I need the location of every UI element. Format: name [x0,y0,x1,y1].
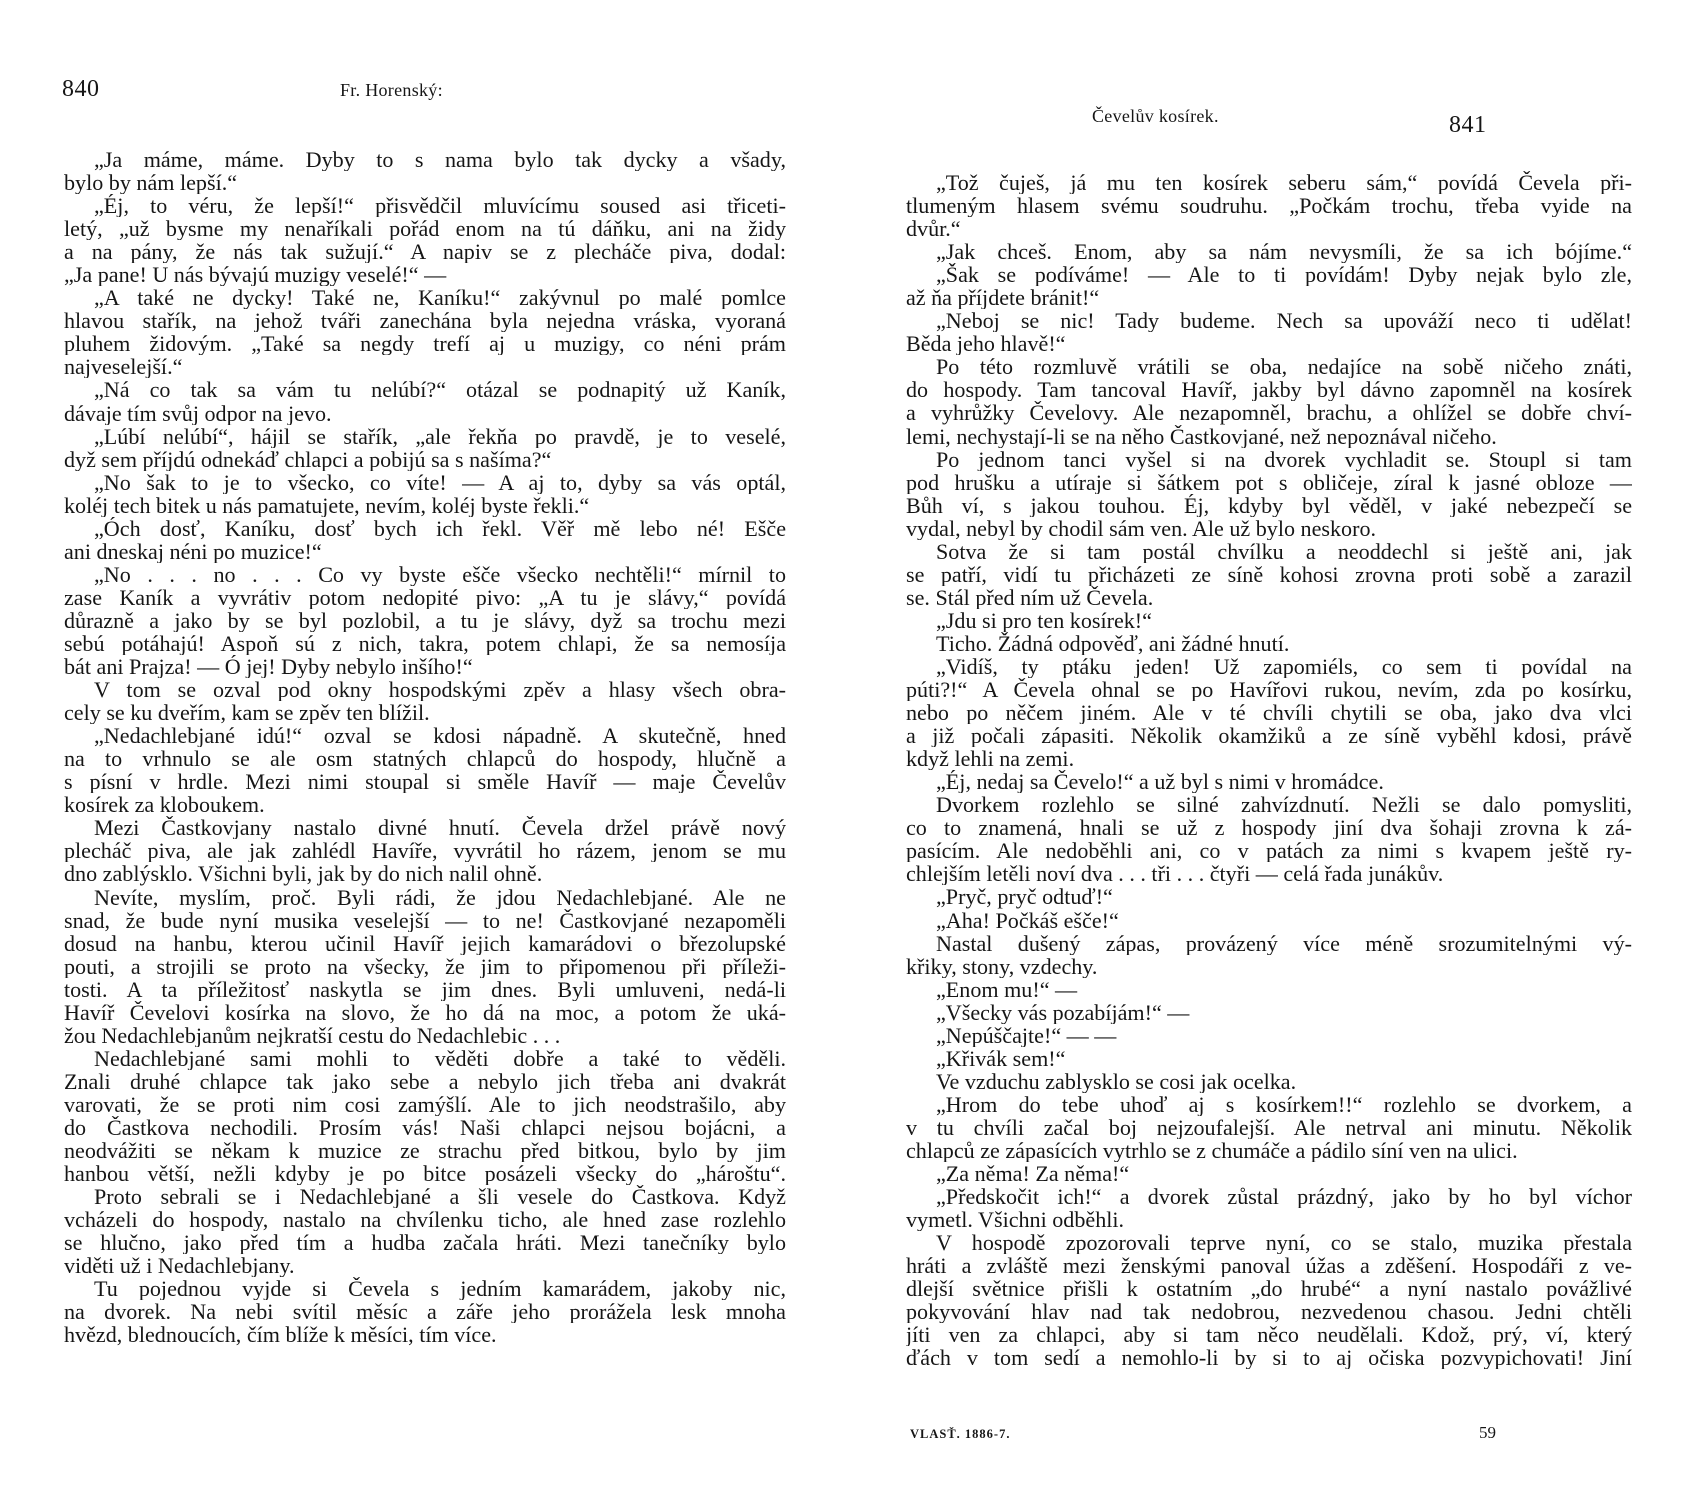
text-line: koléj tech bitek u nás pamatujete, nevím, koléj byste řekli.“ [64,493,590,517]
text-line: Ve vzduchu zablysklo se cosi jak ocelka. [936,1069,1297,1093]
text-line: „Vidíš, ty ptáku jeden! Už zapomiéls, co sem ti povídal na [936,654,1632,679]
text-line: „Ja pane! U nás bývajú muzigy veselé!“ — [64,263,447,287]
text-line: Po jednom tanci vyšel si na dvorek vychladit se. Stoupl si tam [936,447,1632,471]
text-line: Ticho. Žádná odpověď, ani žádné hnutí. [936,631,1290,655]
text-line: ďách v tom sedí a nemohlo-li by si to aj očiska pozvypichovati! Jiní [906,1346,1632,1370]
text-line: „Ja máme, máme. Dyby to s nama bylo tak dycky a všady, [94,148,786,172]
text-line: vcházeli do hospody, nastalo na chvílenku ticho, ale hned zase rozlehlo [64,1208,786,1232]
text-line: viděti už i Nedachlebjany. [64,1254,295,1278]
text-line: Tu pojednou vyjde si Čevela s jedním kamarádem, jakoby nic, [94,1277,786,1301]
text-line: „Éj, nedaj sa Čevelo!“ a už byl s nimi v hromádce. [936,770,1384,794]
text-line: letý, „už bysme my nenaříkali pořád enom na tú dáňku, ani na židy [64,217,786,241]
text-line: na dvorek. Na nebi svítil měsíc a záře jeho prorážela lesk mnoha [64,1300,786,1324]
text-line: púti?!“ A Čevela ohnal se po Havířovi rukou, nevím, zda po kosírku, [906,678,1632,702]
text-line: Sotva že si tam postál chvílku a neoddechl si ještě ani, jak [936,539,1632,563]
text-line: „Ná co tak sa vám tu nelúbí?“ otázal se podnapitý už Kaník, [94,378,786,402]
text-line: „Všecky vás pozabíjám!“ — [936,1000,1190,1024]
text-line: a na pány, že nás tak sužují.“ A napiv se z plecháče piva, dodal: [64,240,786,264]
text-line: se patří, vidí tu přicházeti ze síně kohosi zrovna proti sobě a zarazil [906,562,1632,586]
text-line: zase Kaník a vyvrátiv potom nedopité pivo: „A tu je slávy,“ povídá [64,585,786,609]
text-line: „Nepúščajte!“ — — [936,1023,1117,1047]
right-page [842,0,1684,1501]
text-line: lemi, nechystají-li se na něho Častkovjané, než nepoznával ničeho. [906,424,1497,448]
text-line: pod hrušku a utíraje si šátkem pot s obličeje, zíral k jasné obloze — [906,470,1632,494]
text-line: sebú potáhajú! Aspoň sú z nich, takra, potem chlapi, že sa nemosíja [64,631,786,656]
text-line: hanbou větší, nežli kdyby je po bitce posázeli všecky do „hároštu“. [64,1162,786,1186]
text-line: pouti, a strojili se proto na všecky, že jim to připomenou při příleži- [64,954,786,978]
text-line: „A také ne dycky! Také ne, Kaníku!“ zakývnul po malé pomlce [94,286,786,310]
text-line: „Aha! Počkáš ešče!“ [936,908,1119,932]
text-line: dyž sem příjdú odnekáď chlapci a pobijú sa s našíma?“ [64,447,552,471]
text-line: V hospodě zpozorovali teprve nyní, co se stalo, muzika přestala [936,1231,1632,1255]
text-line: křiky, stony, vzdechy. [906,954,1098,978]
text-line: hráti a zvláště mezi ženskými panoval úžas a zděšení. Hospodáři z ve- [906,1254,1632,1278]
text-line: se hlučno, jako před tím a hudba začala hráti. Mezi tanečníky bylo [64,1231,786,1255]
text-line: důrazně a jako by se byl pozlobil, a tu je slávy, dyž sa trochu mezi [64,608,786,632]
text-line: dno zablýsklo. Všichni byli, jak by do nich nalil ohně. [64,862,543,886]
text-line: žou Nedachlebjanům nejkratší cestu do Nedachlebic . . . [64,1023,561,1047]
text-line: „Šak se podíváme! — Ale to ti povídám! Dyby nejak bylo zle, [936,263,1632,287]
text-line: hvězd, blednoucích, čím blíže k měsíci, tím více. [64,1323,497,1347]
text-line: bát ani Prajza! — Ó jej! Dyby nebylo inšího!“ [64,655,473,679]
text-line: „Enom mu!“ — [936,977,1078,1001]
text-line: pokyvování hlav nad tak nedobrou, nezvedenou chasou. Jedni chtěli [906,1300,1632,1324]
text-line: Znali druhé chlapce tak jako sebe a nebylo jich třeba ani dvakrát [64,1069,786,1093]
text-line: „Jdu si pro ten kosírek!“ [936,608,1152,632]
text-line: Nastal dušený zápas, provázený více méně srozumitelnými vý- [936,931,1632,955]
text-line: dávaje tím svůj odpor na jevo. [64,401,332,425]
text-line: když lehli na zemi. [906,747,1075,771]
text-line: pluhem židovým. „Také sa negdy trefí aj u muzigy, co néni prám [64,332,786,356]
text-line: kosírek za kloboukem. [64,793,265,817]
text-line: „Óch dosť, Kaníku, dosť bych ich řekl. Věř mě lebo né! Ešče [94,516,786,540]
text-line: najveselejší.“ [64,355,183,379]
text-line: dosud na hanbu, kterou učinil Havíř jejich kamarádovi o březolupské [64,931,786,955]
text-line: Dvorkem rozlehlo se silné zahvízdnutí. Nežli se dalo pomysliti, [936,793,1632,817]
text-line: „Předskočit ich!“ a dvorek zůstal prázdný, jako by ho byl víchor [936,1185,1632,1209]
text-line: jíti ven za chlapci, aby si tam něco neudělali. Kdož, prý, ví, který [906,1323,1632,1347]
text-line: „Nedachlebjané idú!“ ozval se kdosi nápadně. A skutečně, hned [94,724,786,748]
text-line: „Pryč, pryč odtuď!“ [936,885,1113,909]
text-line: ani dneskaj néni po muzice!“ [64,539,322,563]
text-line: vydal, nebyl by chodil sám ven. Ale už bylo neskoro. [906,516,1377,540]
text-line: s písní v hrdle. Mezi nimi stoupal si směle Havíř — maje Čevelův [64,770,786,794]
text-line: dvůr.“ [906,217,961,241]
text-line: „Neboj se nic! Tady budeme. Nech sa upováží neco ti udělat! [936,309,1632,333]
text-line: „Za něma! Za něma!“ [936,1162,1130,1186]
text-line: bylo by nám lepší.“ [64,171,238,195]
text-line: Havíř Čevelovi kosírka na slovo, že ho dá na moc, a potom že uká- [64,1000,786,1024]
text-line: „Jak chceš. Enom, aby sa nám nevysmíli, že sa ich bójíme.“ [936,240,1632,264]
text-line: do Častkova nechodili. Prosím vás! Naši chlapci nejsou bojácni, a [64,1115,786,1140]
text-line: a již počali zápasiti. Několik okamžiků a ze síně vyběhl kdosi, právě [906,724,1632,748]
page-number-left: 840 [62,76,100,102]
text-line: až ňa příjdete bránit!“ [906,286,1100,310]
text-line: dlejší světnice přišli k ostatním „do hrubé“ a nyní nastalo povážlivé [906,1277,1632,1301]
text-line: do hospody. Tam tancoval Havíř, jakby byl dávno zapomněl na kosírek [906,378,1632,402]
text-line: tosti. A ta příležitosť naskytla se jim dnes. Byli umluveni, nedá-li [64,977,786,1001]
text-line: „Éj, to véru, že lepší!“ přisvědčil mluvícímu soused asi třiceti- [94,194,786,218]
text-line: Proto sebrali se i Nedachlebjané a šli vesele do Častkova. Když [94,1185,786,1209]
text-line: Nedachlebjané sami mohli to věděti dobře a také to věděli. [94,1046,786,1070]
right-text-column [906,171,1632,1369]
text-line: cely se ku dveřím, kam se zpěv ten blížil. [64,701,430,725]
page-number-right: 841 [1449,112,1487,138]
text-line: „No šak to je to všecko, co víte! — A aj to, dyby sa vás optál, [94,470,786,494]
text-line: hlavou stařík, na jehož tváři zanechána byla nejedna vráska, vyoraná [64,309,786,333]
text-line: „No . . . no . . . Co vy byste ešče všecko nechtěli!“ mírnil to [94,562,786,586]
text-line: „Hrom do tebe uhoď aj s kosírkem!!“ rozlehlo se dvorkem, a [936,1092,1632,1116]
footer-signature: VLASŤ. 1886-7. [910,1427,1011,1441]
running-head-left: Fr. Horenský: [340,80,443,100]
text-line: chlapců ze zápasících vytrhlo se z chumáče a pádilo síní ven na ulici. [906,1138,1518,1163]
footer-sheet-number: 59 [1479,1423,1496,1442]
text-line: na to vrhnulo se ale osm statných chlapců do hospody, hlučně a [64,747,786,771]
text-line: Po této rozmluvě vrátili se oba, nedajíce na sobě ničeho znáti, [936,355,1632,379]
text-line: snad, že bude nyní musika veselejší — to ne! Častkovjané nezapoměli [64,908,786,932]
text-line: „Křivák sem!“ [936,1046,1066,1070]
text-line: a vyhrůžky Čevelovy. Ale nezapomněl, brachu, a ohlížel se dobře chví- [906,401,1632,425]
text-line: „Lúbí nelúbí“, hájil se stařík, „ale řekňa po pravdě, je to veselé, [94,424,786,448]
text-line: plecháč piva, ale jak zahlédl Havíře, vyvrátil ho rázem, jenom se mu [64,839,786,863]
text-line: Nevíte, myslím, proč. Byli rádi, že jdou Nedachlebjané. Ale ne [94,885,786,909]
text-line: Běda jeho hlavě!“ [906,332,1066,356]
text-line: neodvážiti se někam k muzice ze strachu před bitkou, bylo by jim [64,1139,786,1163]
text-line: „Tož čuješ, já mu ten kosírek seberu sám,“ povídá Čevela při- [936,171,1632,195]
text-line: varovati, že se proti nim cosi zamýšlí. Ale to jich neodstrašilo, aby [64,1092,786,1116]
text-line: Bůh ví, s jakou touhou. Éj, kdyby byl věděl, v jaké nebezpečí se [906,493,1632,517]
text-line: chlejším letěli noví dva . . . tři . . . čtyři — celá řada junákův. [906,862,1444,886]
text-line: co to znamená, hnali se už z hospody jiní dva šohaji zrovna k zá- [906,816,1632,840]
text-line: tlumeným hlasem svému soudruhu. „Počkám trochu, třeba vyide na [906,194,1632,218]
text-line: se. Stál před ním už Čevela. [906,585,1154,609]
text-line: v tu chvíli začal boj nejzoufalejší. Ale netrval ani minutu. Několik [906,1115,1632,1139]
text-line: vymetl. Všichni odběhli. [906,1208,1125,1232]
text-line: V tom se ozval pod okny hospodskými zpěv a hlasy všech obra- [94,678,786,702]
text-line: pasícím. Ale nedoběhli ani, co v patách za nimi s kvapem ještě ry- [906,839,1632,863]
left-text-column [64,148,786,1346]
text-line: Mezi Častkovjany nastalo divné hnutí. Čevela držel právě nový [94,816,786,840]
text-line: nebo po něčem jiném. Ale v té chvíli chytili se oba, jako dva vlci [906,701,1632,725]
running-head-right: Čevelův kosírek. [1092,106,1219,126]
